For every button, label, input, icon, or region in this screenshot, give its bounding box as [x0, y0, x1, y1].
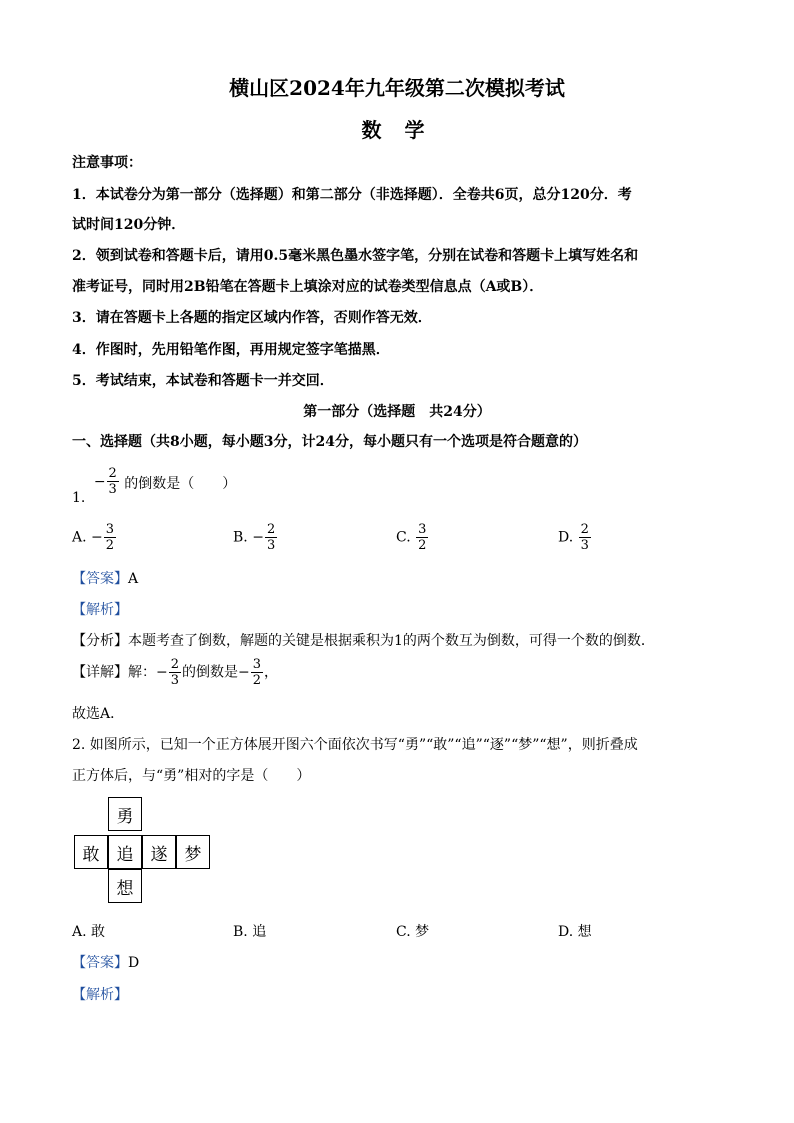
- notice-3: 3．请在答题卡上各题的指定区域内作答，否则作答无效．: [72, 310, 432, 326]
- net-cell-top: 勇: [108, 797, 142, 831]
- q1-conclusion: 故选A．: [72, 706, 125, 722]
- q1-option-b: B. − $\frac{2}{3}$: [233, 522, 276, 553]
- notice-4: 4．作图时，先用铅笔作图，再用规定签字笔描黑．: [72, 342, 390, 358]
- q1-analysis-tag: 【解析】: [72, 602, 128, 618]
- net-cell-center: 追: [108, 835, 142, 869]
- notice-heading: 注意事项：: [72, 155, 142, 171]
- q2-analysis-tag: 【解析】: [72, 987, 128, 1003]
- net-cell-left: 敢: [74, 835, 108, 869]
- q1-option-a: A. − $\frac{3}{2}$: [72, 522, 115, 553]
- net-cell-bottom: 想: [108, 869, 142, 903]
- q1-stem-suffix: 的倒数是（ ）: [124, 475, 237, 492]
- q2-option-c: C. 梦: [396, 924, 430, 940]
- notice-5: 5．考试结束，本试卷和答题卡一并交回．: [72, 373, 334, 389]
- q2-option-d: D. 想: [558, 924, 592, 940]
- section-heading: 一、选择题（共8小题，每小题3分，计24分，每小题只有一个选项是符合题意的）: [72, 434, 587, 450]
- notice-1a: 1．本试卷分为第一部分（选择题）和第二部分（非选择题）．全卷共6页，总分120分．考: [72, 187, 632, 203]
- net-cell-right2: 梦: [176, 835, 210, 869]
- notice-2a: 2．领到试卷和答题卡后，请用0.5毫米黑色墨水签字笔，分别在试卷和答题卡上填写姓名和: [72, 248, 639, 264]
- q1-option-c: C. $\frac{3}{2}$: [396, 522, 427, 553]
- q1-option-d: D. $\frac{2}{3}$: [558, 522, 589, 553]
- q2-option-a: A. 敢: [72, 924, 106, 940]
- q1-number: 1.: [72, 490, 86, 506]
- part-heading: 第一部分（选择题 共24分）: [303, 404, 491, 420]
- subject-title: 数 学: [361, 118, 433, 142]
- q1-fenxi: 【分析】本题考查了倒数，解题的关键是根据乘积为1的两个数互为倒数，可得一个数的倒数．: [72, 633, 655, 649]
- q2-option-b: B. 追: [233, 924, 267, 940]
- q1-stem: [72, 466, 236, 506]
- q2-stem-line1: 2. 如图所示，已知一个正方体展开图六个面依次书写“勇”“敢”“追”“逐”“梦”“想”，则折叠成: [72, 737, 638, 753]
- net-cell-right1: 遂: [142, 835, 176, 869]
- notice-2b: 准考证号，同时用2B铅笔在答题卡上填涂对应的试卷类型信息点（A或B）．: [72, 279, 544, 295]
- q1-xiangjie: 【详解】解：− $\frac{2}{3}$ 的倒数是− $\frac{3}{2}$ ，: [72, 657, 279, 688]
- q1-answer: 【答案】A: [72, 571, 139, 587]
- q2-answer: 【答案】D: [72, 955, 140, 971]
- q1-stem-sign: −: [93, 473, 106, 490]
- exam-title: 横山区2024年九年级第二次模拟考试: [229, 76, 565, 100]
- notice-1b: 试时间120分钟．: [72, 217, 186, 233]
- q2-stem-line2: 正方体后，与“勇”相对的字是（ ）: [72, 768, 311, 784]
- q1-stem-fraction: $\frac{2}{3}$: [108, 466, 117, 497]
